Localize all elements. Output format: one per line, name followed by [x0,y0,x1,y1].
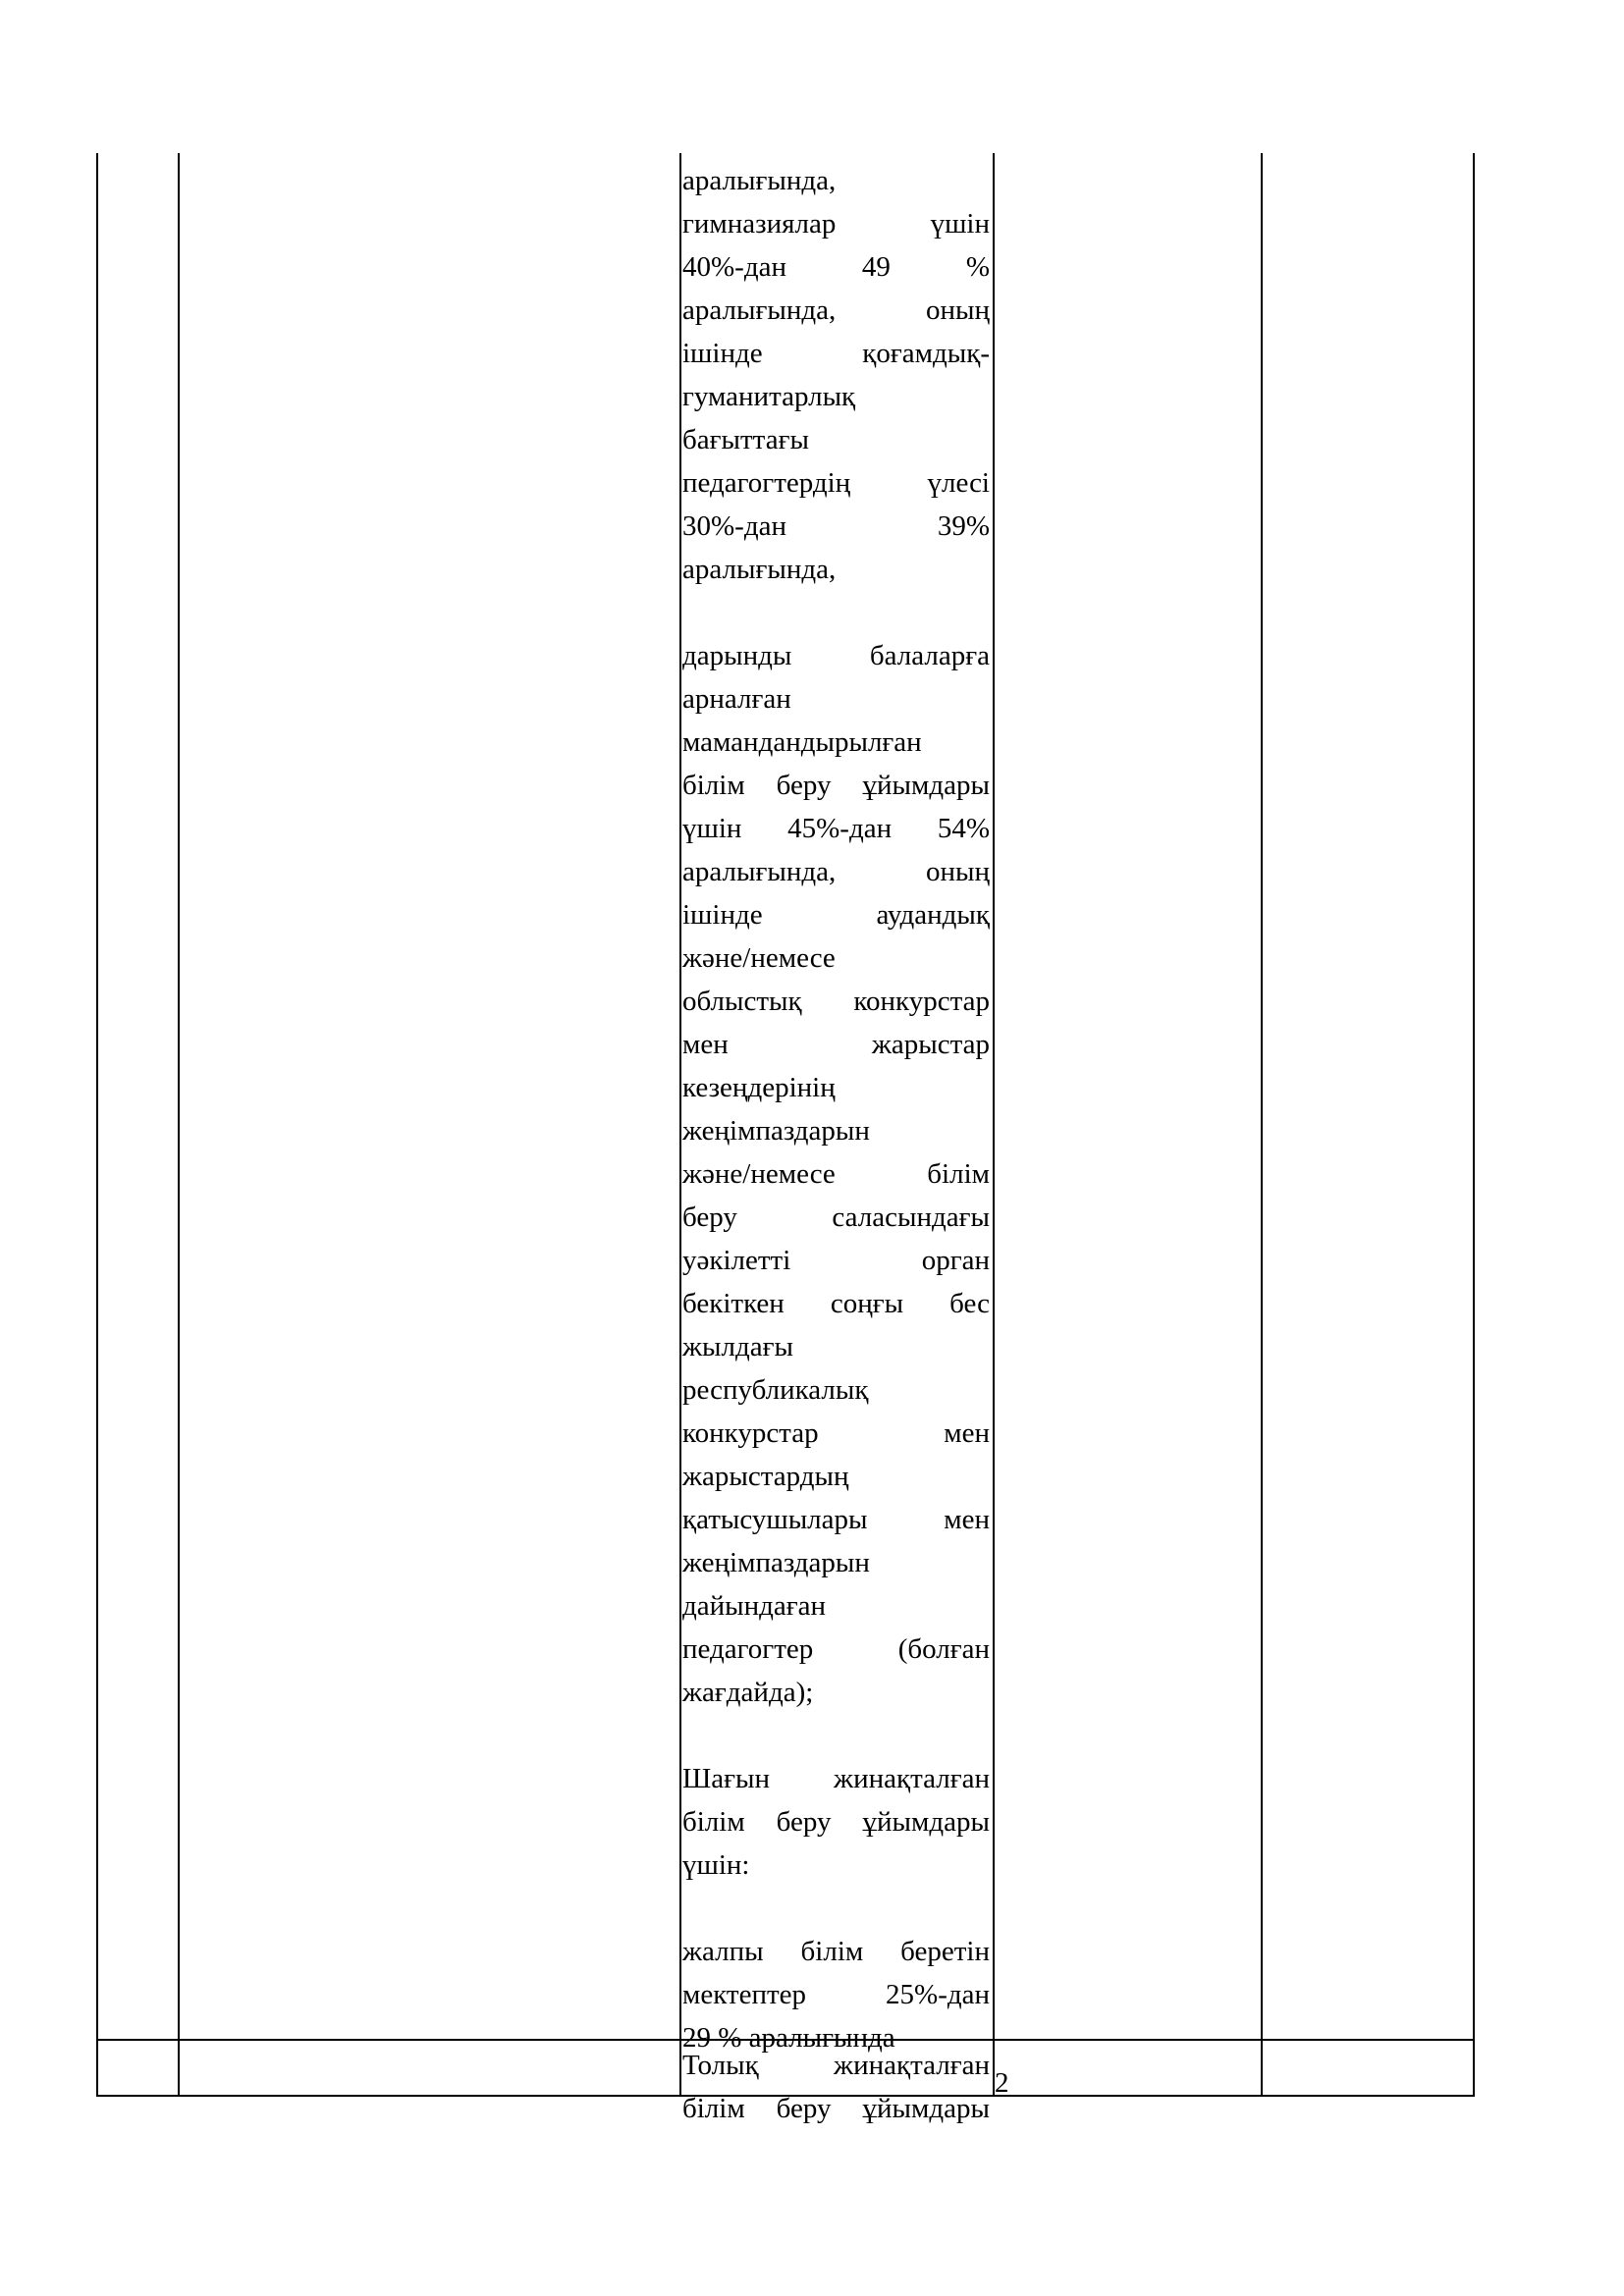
text-word: жарыстар [871,1029,990,1060]
text-word: беру [776,1806,832,1838]
text-word: Шағын [682,1763,771,1794]
text-word: облыстық [682,986,802,1017]
text-word: ішінде [682,338,763,369]
text-word: республикалық [682,1374,869,1406]
text-word: балаларға [869,640,990,671]
paragraph [682,1930,990,2059]
text-word: жылдағы [682,1331,793,1362]
text-word: беру [776,770,832,801]
text-word: аралығында, [682,856,837,887]
text-line [682,634,990,677]
text-word: мектептер [682,1979,807,2010]
text-word: және/немесе [682,1158,836,1190]
text-word: конкурстар [682,1417,819,1449]
text-word: соңғы [830,1288,904,1319]
text-word: білім [682,770,745,801]
text-line [682,1109,990,1152]
text-word: жинақталған [834,1763,990,1794]
text-line [682,375,990,418]
cell-number: 2 [995,2067,1009,2099]
table-border-left [96,153,98,2097]
text-word: Толық [682,2050,759,2081]
table-column-divider-4 [1261,153,1263,2097]
text-word: оның [925,294,990,326]
text-line [682,1282,990,1325]
text-line [682,1455,990,1498]
text-word: ұйымдары [862,1806,990,1838]
text-word: 25%-дан [886,1979,990,2010]
paragraph-gap [682,591,990,634]
text-word: % [965,251,990,283]
text-word: үшін [930,208,990,240]
text-line [682,1325,990,1368]
text-word: 30%-дан [682,510,786,542]
text-word: ұйымдары [862,2093,990,2124]
text-word: (болған [897,1633,990,1665]
text-word: бағыттағы [682,424,809,455]
text-word: бес [949,1288,990,1319]
text-word: мен [944,1504,990,1535]
text-word: 49 [861,251,891,283]
text-line [682,159,990,202]
text-word: мен [944,1417,990,1449]
text-line [682,461,990,505]
text-line [682,1023,990,1066]
text-word: беру [682,1201,737,1233]
text-line [682,202,990,245]
text-line [682,245,990,289]
text-line [682,1671,990,1714]
text-line [682,1368,990,1412]
text-word: дарынды [682,640,792,671]
text-line [682,1757,990,1800]
text-word: жарыстардың [682,1461,849,1492]
text-word: мамандандырылған [682,726,922,758]
text-word: гимназиялар [682,208,837,240]
text-word: аралығында, [682,554,837,585]
text-word: 39% [937,510,990,542]
text-line [682,1930,990,1973]
text-word: беру [776,2093,832,2124]
text-word: аралығында, [682,165,837,196]
text-line [682,1152,990,1196]
table-border-right [1473,153,1475,2097]
text-line [682,807,990,850]
text-line [682,505,990,548]
text-word: дайындаған [682,1590,827,1622]
text-word: және/немесе [682,942,836,974]
text-word: арналған [682,683,791,715]
text-line [682,1239,990,1282]
table-cell-criteria-lower [682,2044,990,2130]
text-line [682,2087,990,2130]
text-line [682,936,990,980]
text-line [682,764,990,807]
text-word: 54% [937,813,990,844]
text-word: конкурстар [853,986,990,1017]
text-word: кезеңдерінің [682,1072,836,1103]
text-word: үшін [682,813,742,844]
paragraph [682,159,990,591]
text-line [682,980,990,1023]
text-line [682,1973,990,2016]
text-line [682,677,990,721]
paragraph [682,2044,990,2130]
text-word: жеңімпаздарын [682,1115,870,1147]
text-word: ұйымдары [862,770,990,801]
text-word: жағдайда); [682,1677,814,1708]
text-word: білім [682,2093,745,2124]
paragraph [682,1757,990,1887]
table-column-divider-1 [178,153,180,2097]
text-line [682,1498,990,1541]
text-word: уәкілетті [682,1245,791,1276]
text-line [682,332,990,375]
text-word: үшін: [682,1849,750,1881]
text-word: педагогтердің [682,467,851,499]
text-word: үлесі [927,467,990,499]
text-word: 29 % аралығында [682,2022,895,2054]
text-word: 40%-дан [682,251,786,283]
text-word: орган [921,1245,990,1276]
text-word: ішінде [682,899,763,931]
text-word: мен [682,1029,729,1060]
text-word: саласындағы [832,1201,990,1233]
table-cell-criteria-upper [682,159,990,2059]
paragraph-gap [682,1887,990,1930]
text-line [682,1196,990,1239]
paragraph [682,634,990,1714]
text-word: жинақталған [834,2050,990,2081]
text-word: аралығында, [682,294,837,326]
text-line [682,1843,990,1887]
text-line [682,893,990,936]
text-line [682,548,990,591]
text-line [682,1412,990,1455]
text-word: білім [927,1158,990,1190]
text-word: жеңімпаздарын [682,1547,870,1578]
paragraph-gap [682,1714,990,1757]
text-line [682,850,990,893]
table-column-divider-2 [679,153,681,2097]
text-line [682,1541,990,1584]
text-line [682,721,990,764]
text-line [682,1066,990,1109]
text-line [682,289,990,332]
text-line [682,1584,990,1628]
text-line [682,1800,990,1843]
text-line [682,2044,990,2087]
text-word: оның [925,856,990,887]
text-word: жалпы [682,1936,764,1967]
text-line [682,418,990,461]
text-word: бекіткен [682,1288,785,1319]
text-word: білім [682,1806,745,1838]
text-word: беретін [900,1936,990,1967]
table-column-divider-3 [993,153,995,2097]
text-word: қоғамдық- [862,338,990,369]
text-word: қатысушылары [682,1504,868,1535]
text-word: педагогтер [682,1633,814,1665]
text-word: 45%-дан [787,813,893,844]
text-word: гуманитарлық [682,381,856,412]
text-line [682,1628,990,1671]
text-word: білім [800,1936,864,1967]
text-word: аудандық [876,899,990,931]
